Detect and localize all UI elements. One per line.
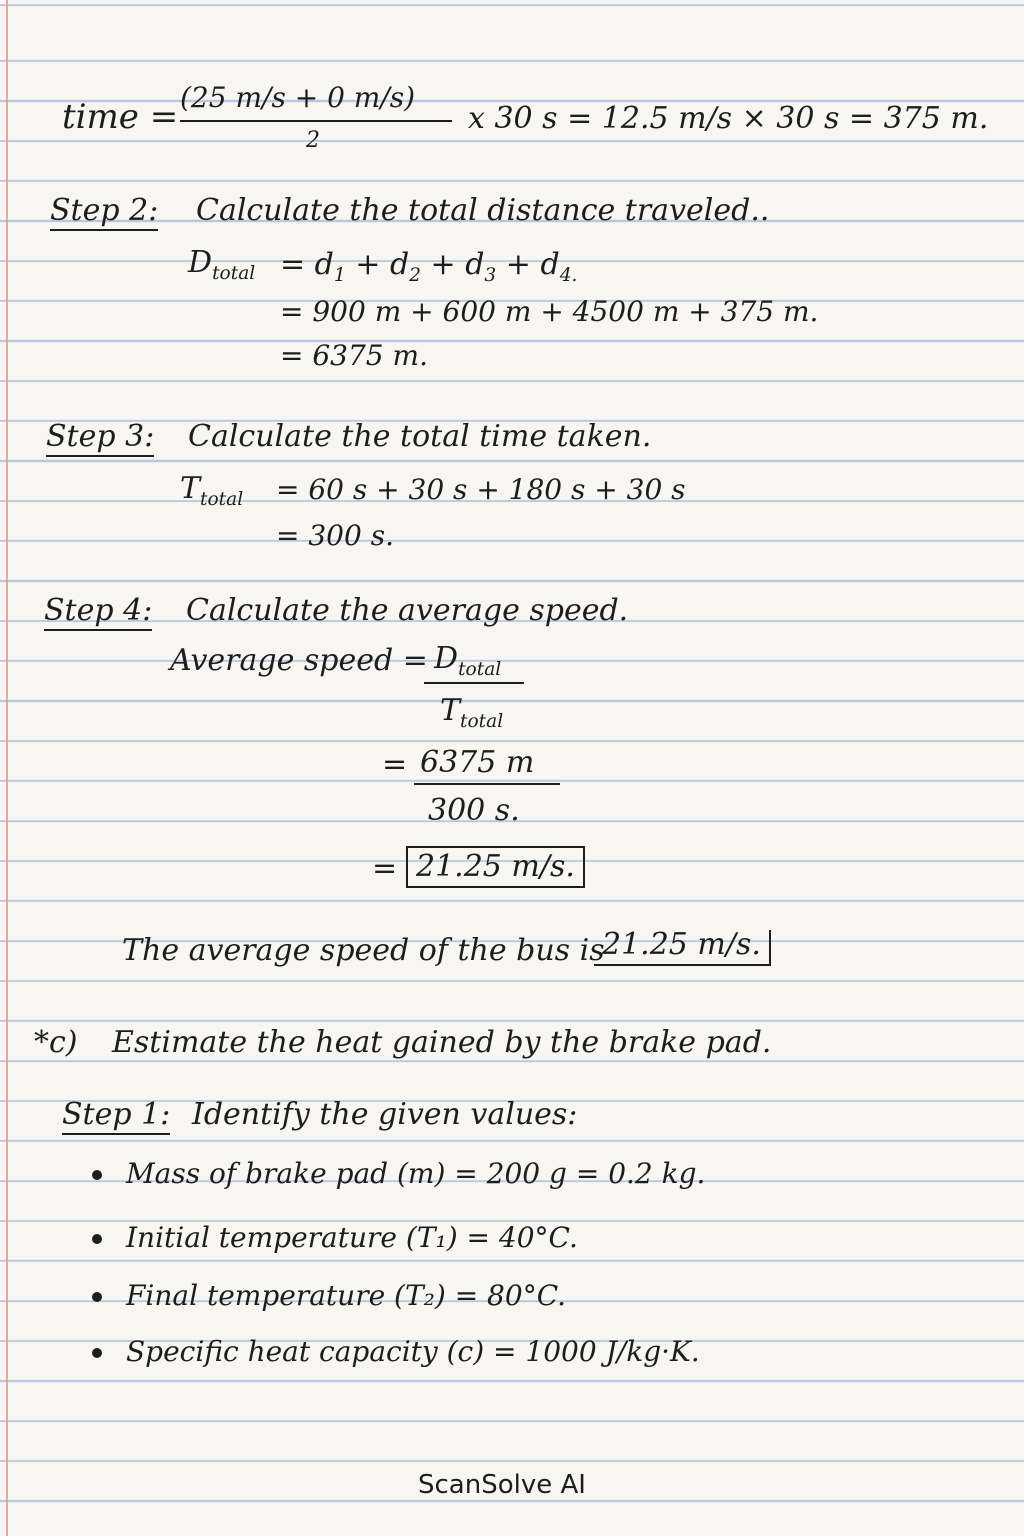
avg-fraction-numerator: $D_{total}$ [434,641,502,680]
step4-title: Calculate the average speed. [186,593,629,628]
step2-label: Step 2: [50,196,158,231]
part-c-label: *c) [34,1025,78,1060]
conclusion-text: The average speed of the bus is [122,933,605,968]
time-fraction-numerator: (25 m/s + 0 m/s) [180,81,416,114]
given-specific-heat: Specific heat capacity (c) = 1000 J/kg·K. [126,1335,700,1368]
average-speed-result-box: 21.25 m/s. [406,846,585,888]
step2-title: Calculate the total distance traveled.. [196,193,770,228]
step4-label: Step 4: [44,596,152,631]
bullet-icon [92,1348,102,1358]
step2-sum-terms: = $d_1 + d_2 + d_3 + d_{4.}$ [280,247,578,286]
step1-title: Identify the given values: [192,1097,578,1132]
step2-result: = 6375 m. [280,339,428,372]
conclusion-value-box: 21.25 m/s. [594,930,771,966]
step2-sum-values: = 900 m + 600 m + 4500 m + 375 m. [280,295,819,328]
notebook-margin-line [6,0,8,1536]
bullet-icon [92,1292,102,1302]
average-speed-label: Average speed = [170,643,428,678]
eq-sign-2: = [372,851,398,886]
step3-label: Step 3: [46,422,154,457]
bullet-icon [92,1234,102,1244]
eq-sign-1: = [382,747,408,782]
t-total-symbol: $T_{total}$ [180,471,244,510]
avg-value-numerator: 6375 m [420,745,535,780]
given-initial-temperature: Initial temperature (T₁) = 40°C. [126,1221,578,1254]
bullet-icon [92,1170,102,1180]
time-fraction-bar [180,120,452,122]
time-equation-result: x 30 s = 12.5 m/s × 30 s = 375 m. [468,101,989,136]
part-c-title: Estimate the heat gained by the brake pad. [112,1025,772,1060]
step3-sum-values: = 60 s + 30 s + 180 s + 30 s [276,473,686,506]
avg-fraction-bar [424,682,524,684]
footer-watermark: ScanSolve AI [418,1470,586,1500]
step3-title: Calculate the total time taken. [188,419,652,454]
given-final-temperature: Final temperature (T₂) = 80°C. [126,1279,567,1312]
time-label: time = [62,97,179,137]
given-mass: Mass of brake pad (m) = 200 g = 0.2 kg. [126,1157,706,1190]
avg-value-denominator: 300 s. [428,793,520,828]
step1-label: Step 1: [62,1100,170,1135]
step3-result: = 300 s. [276,519,394,552]
avg-fraction-denominator: $T_{total}$ [440,693,504,732]
time-fraction-denominator: 2 [306,128,320,153]
d-total-symbol: $D_{total}$ [188,245,256,284]
avg-value-fraction-bar [414,783,560,785]
